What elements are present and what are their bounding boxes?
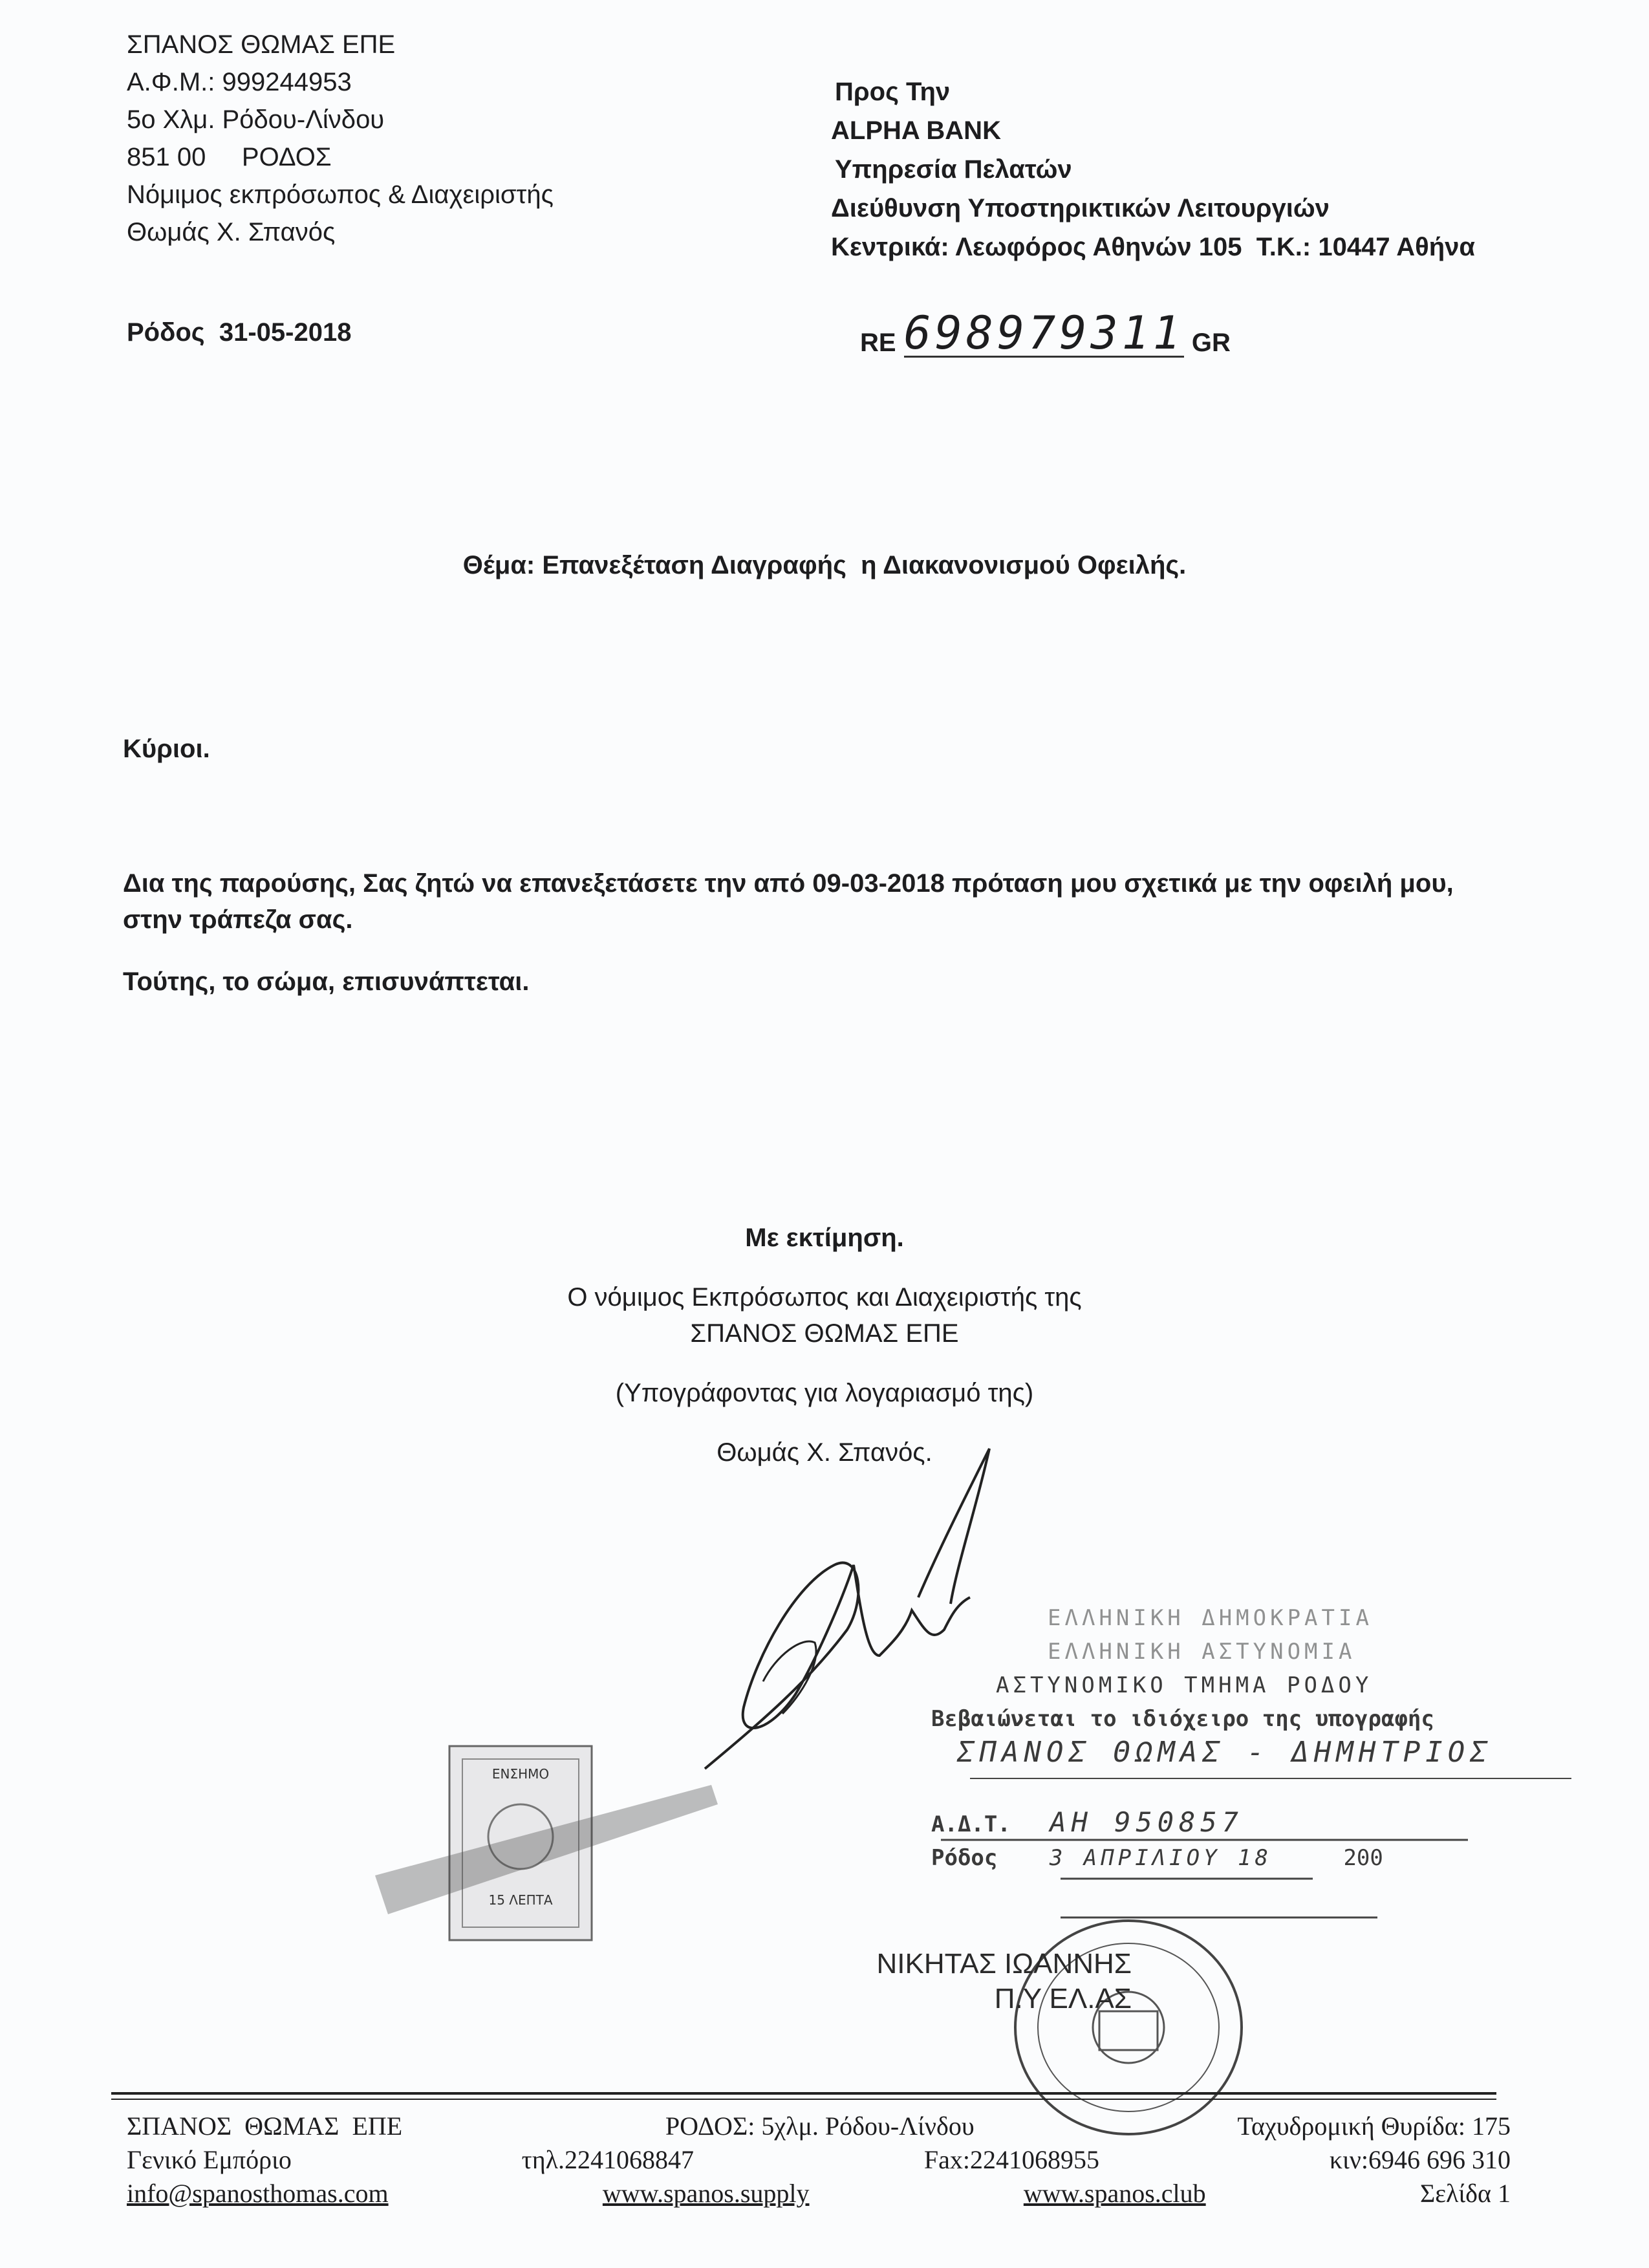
recipient-line1: Προς Την (835, 78, 951, 106)
salutation: Κύριοι. (123, 735, 210, 763)
sender-name: Θωμάς Χ. Σπανός (127, 218, 336, 246)
cert-year: 200 (1343, 1845, 1383, 1871)
cert-header-1: ΕΛΛΗΝΙΚΗ ΔΗΜΟΚΡΑΤΙΑ (1048, 1605, 1373, 1631)
cert-place-value: 3 ΑΠΡΙΛΙΟΥ 18 (1049, 1845, 1272, 1871)
cert-place-label: Ρόδος (931, 1845, 998, 1871)
footer-email-link[interactable]: info@spanosthomas.com (127, 2179, 389, 2208)
footer-type: Γενικό Εμπόριο (127, 2145, 292, 2174)
recipient-line3: Υπηρεσία Πελατών (835, 155, 1072, 184)
certifying-officer (847, 1947, 1132, 2016)
revenue-stamp-title: ΕΝΣΗΜΟ (491, 1766, 550, 1782)
footer-pobox: Ταχυδρομική Θυρίδα: 175 (1237, 2111, 1511, 2141)
sender-address: 5ο Χλμ. Ρόδου-Λίνδου (127, 105, 385, 134)
body-paragraph-1: Δια της παρούσης, Σας ζητώ να επανεξετάσετε την από 09-03-2018 πρόταση μου σχετικά με την οφειλή μου, στην τράπεζα σας. (123, 869, 1454, 934)
letter-date: Ρόδος 31-05-2018 (127, 318, 352, 347)
footer-rule-thin (111, 2099, 1496, 2100)
regno-suffix: GR (1191, 329, 1231, 357)
certification-stamp (931, 1601, 1493, 1875)
sender-city: 851 00 ΡΟΔΟΣ (127, 143, 332, 171)
sender-role: Νόμιμος εκπρόσωπος & Διαχειριστής (127, 180, 554, 209)
cert-header-2: ΕΛΛΗΝΙΚΗ ΑΣΤΥΝΟΜΙΑ (1048, 1639, 1356, 1665)
recipient-line4: Διεύθυνση Υποστηρικτικών Λειτουργιών (831, 194, 1330, 222)
cert-department: ΑΣΤΥΝΟΜΙΚΟ ΤΜΗΜΑ ΡΟΔΟΥ (996, 1672, 1373, 1698)
footer-fax: Fax:2241068955 (923, 2145, 1100, 2174)
subject-line: Θέμα: Επανεξέταση Διαγραφής η Διακανονισμού Οφειλής. (462, 551, 1187, 579)
closing-line-4: Θωμάς Χ. Σπανός. (717, 1438, 932, 1467)
cert-statement: Βεβαιώνεται το ιδιόχειρο της υπογραφής (931, 1706, 1434, 1732)
sender-afm: Α.Φ.Μ.: 999244953 (127, 68, 352, 96)
officer-rank: Π.Υ ΕΛ.ΑΣ (994, 1983, 1132, 2014)
regno-prefix: RE (860, 329, 896, 357)
closing-line-1: Ο νόμιμος Εκπρόσωπος και Διαχειριστής της (567, 1283, 1082, 1312)
body-paragraph-2: Τούτης, το σώμα, επισυνάπτεται. (123, 967, 530, 996)
footer-company: ΣΠΑΝΟΣ ΘΩΜΑΣ ΕΠΕ (127, 2111, 403, 2141)
closing-regards: Με εκτίμηση. (745, 1224, 904, 1252)
letterhead-footer (127, 2110, 1511, 2210)
regno-number: 698979311 (903, 307, 1184, 360)
recipient-line5: Κεντρικά: Λεωφόρος Αθηνών 105 Τ.Κ.: 10447 Αθήνα (831, 233, 1475, 261)
revenue-stamp-value: 15 ΛΕΠΤΑ (488, 1892, 553, 1908)
closing-line-2: ΣΠΑΝΟΣ ΘΩΜΑΣ ΕΠΕ (690, 1319, 959, 1348)
cert-signer: ΣΠΑΝΟΣ ΘΩΜΑΣ - ΔΗΜΗΤΡΙΟΣ (957, 1736, 1493, 1769)
footer-mobile: κιν:6946 696 310 (1329, 2145, 1511, 2174)
footer-page-number: Σελίδα 1 (1419, 2179, 1511, 2208)
footer-web-link-1[interactable]: www.spanos.supply (602, 2179, 810, 2208)
cert-id-value: ΑΗ 950857 (1050, 1806, 1244, 1838)
officer-name: ΝΙΚΗΤΑΣ ΙΩΑΝΝΗΣ (876, 1948, 1132, 1980)
closing-line-3: (Υπογράφοντας για λογαριασμό της) (615, 1379, 1034, 1407)
recipient-line2: ALPHA BANK (831, 116, 1001, 145)
footer-address: ΡΟΔΟΣ: 5χλμ. Ρόδου-Λίνδου (665, 2111, 975, 2141)
sender-company: ΣΠΑΝΟΣ ΘΩΜΑΣ ΕΠΕ (127, 30, 396, 59)
footer-phone: τηλ.2241068847 (521, 2145, 695, 2174)
cert-id-label: Α.Δ.Τ. (931, 1811, 1011, 1837)
footer-web-link-2[interactable]: www.spanos.club (1023, 2179, 1206, 2208)
footer-rule (111, 2092, 1496, 2095)
